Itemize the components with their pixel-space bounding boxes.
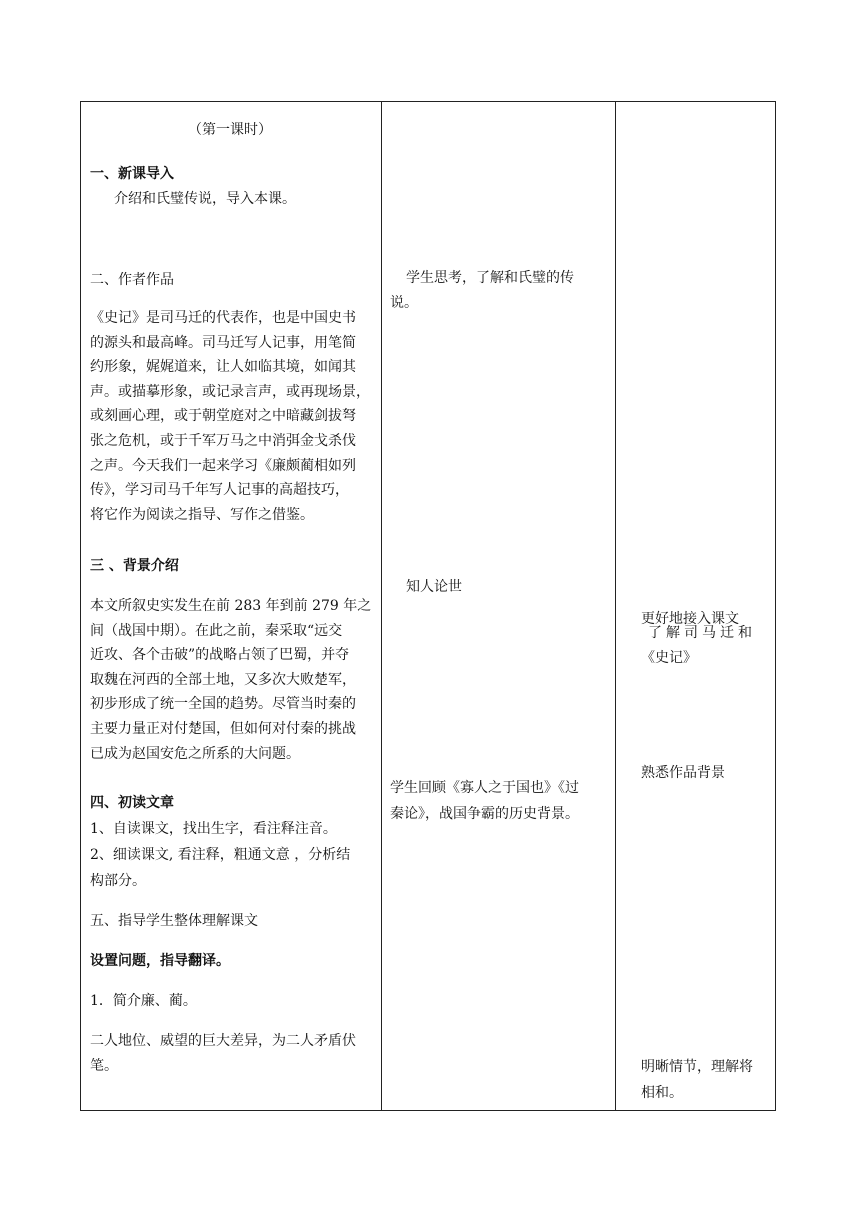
intro-text: 介绍和氏璧传说，导入本课。 xyxy=(114,191,296,207)
activity-line: 秦论》，战国争霸的历史背景。 xyxy=(390,806,579,822)
activity-text: 知人论世 xyxy=(406,579,462,595)
section-title-first-reading: 四、初读文章 xyxy=(90,795,174,811)
activity-line: 学生思考，了解和氏璧的传 xyxy=(406,270,574,286)
paragraph-line: 传》，学习司马千年写人记事的高超技巧， xyxy=(90,482,349,499)
paragraph-line: 或刻画心理，或于朝堂庭对之中暗藏剑拔弩 xyxy=(90,408,356,425)
section-title-intro: 一、新课导入 xyxy=(90,166,174,182)
guidance-item: 1．简介廉、蔺。 xyxy=(90,993,197,1009)
paragraph-line: 取魏在河西的全部土地，又多次大败楚军， xyxy=(90,671,356,688)
reading-step: 1、自读课文，找出生字，看注释注音。 xyxy=(90,821,337,837)
paragraph-line: 的源头和最高峰。司马迁写人记事，用笔简 xyxy=(90,334,356,351)
column-divider xyxy=(615,102,616,1110)
clipped-intent-text: 更好地接入课文 xyxy=(641,611,739,627)
paragraph-line: 《史记》是司马迁的代表作，也是中国史书 xyxy=(90,310,356,326)
paragraph-line: 已成为赵国安危之所系的大问题。 xyxy=(90,745,300,762)
intent-text: 熟悉作品背景 xyxy=(641,765,725,781)
paragraph-line: 张之危机，或于千军万马之中消弭金戈杀伐 xyxy=(90,433,356,449)
section-title-guidance: 五、指导学生整体理解课文 xyxy=(90,913,258,929)
paragraph-line: 近攻、各个击破”的战略占领了巴蜀，并夺 xyxy=(90,647,350,664)
paragraph-line: 间（战国中期）。在此之前，秦采取“远交 xyxy=(90,622,343,639)
activity-line: 学生回顾《寡人之于国也》《过 xyxy=(390,780,579,796)
paragraph-line: 初步形成了统一全国的趋势。尽管当时秦的 xyxy=(90,696,356,713)
paragraph-line: 本文所叙史实发生在前 283 年到前 279 年之 xyxy=(90,598,372,614)
guidance-text-line: 笔。 xyxy=(90,1058,118,1074)
intent-line: 相和。 xyxy=(641,1085,683,1101)
reading-step: 2、细读课文, 看注释，粗通文意 ，分析结 xyxy=(90,847,351,863)
paragraph-line: 之声。今天我们一起来学习《廉颇蔺相如列 xyxy=(90,457,356,474)
intent-line: 明晰情节，理解将 xyxy=(641,1059,753,1075)
paragraph-line: 主要力量正对付楚国，但如何对付秦的挑战 xyxy=(90,721,356,737)
paragraph-line: 将它作为阅读之指导、写作之借鉴。 xyxy=(90,506,314,523)
intent-line: 了解司马迁和 xyxy=(648,625,756,641)
section-title-background: 三 、背景介绍 xyxy=(90,558,179,574)
lesson-period: （第一课时） xyxy=(188,122,272,138)
intent-line: 《史记》 xyxy=(641,650,697,666)
activity-line: 说。 xyxy=(390,295,418,311)
reading-step: 构部分。 xyxy=(90,873,146,889)
column-divider xyxy=(381,102,382,1110)
paragraph-line: 约形象，娓娓道来，让人如临其境，如闻其 xyxy=(90,359,356,376)
guidance-text-line: 二人地位、威望的巨大差异，为二人矛盾伏 xyxy=(90,1033,356,1049)
guidance-subtitle: 设置问题，指导翻译。 xyxy=(90,953,230,969)
paragraph-line: 声。或描摹形象，或记录言声，或再现场景， xyxy=(90,383,370,400)
section-title-author: 二、作者作品 xyxy=(90,272,174,288)
